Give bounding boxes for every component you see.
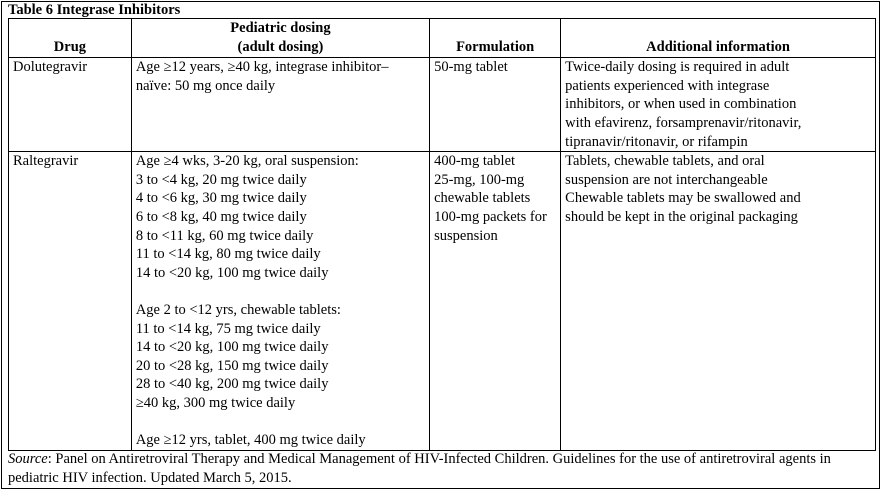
dosing-cell-line: 11 to <14 kg, 75 mg twice daily xyxy=(135,320,321,337)
info-cell-line: tipranavir/ritonavir, or rifampin xyxy=(565,133,748,150)
dosing-cell-line: 6 to <8 kg, 40 mg twice daily xyxy=(135,208,307,225)
dosing-cell-line: 14 to <20 kg, 100 mg twice daily xyxy=(135,264,329,281)
info-cell-line: Tablets, chewable tablets, and oral xyxy=(565,153,765,170)
drug-name: Raltegravir xyxy=(13,153,79,170)
header-row xyxy=(9,19,876,58)
dosing-cell-line: 28 to <40 kg, 200 mg twice daily xyxy=(135,376,329,393)
dosing-cell xyxy=(131,152,429,451)
dosing-cell xyxy=(131,58,429,152)
dosing-cell-line: Age ≥4 wks, 3-20 kg, oral suspension: xyxy=(135,153,359,170)
formulation-cell-line: chewable tablets xyxy=(434,190,531,207)
source-note xyxy=(8,450,874,487)
info-cell-line: inhibitors, or when used in combination xyxy=(565,96,797,113)
formulation-cell-line: 400-mg tablet xyxy=(434,153,516,170)
source-label: Source xyxy=(8,451,48,467)
dosing-cell-line: naïve: 50 mg once daily xyxy=(135,77,276,94)
info-cell xyxy=(561,58,876,152)
dosing-cell-line: ≥40 kg, 300 mg twice daily xyxy=(135,394,296,411)
dosing-cell-line xyxy=(136,412,425,431)
drug-cell xyxy=(9,152,132,451)
formulation-cell-line: 50-mg tablet xyxy=(434,59,508,76)
info-cell-line: suspension are not interchangeable xyxy=(565,171,768,188)
drug-cell xyxy=(9,58,132,152)
drug-name: Dolutegravir xyxy=(13,59,88,76)
header-additional-info: Additional information xyxy=(561,19,876,58)
info-cell xyxy=(561,152,876,451)
dosing-cell-line: 4 to <6 kg, 30 mg twice daily xyxy=(135,190,307,207)
header-pediatric-dosing: Pediatric dosing (adult dosing) xyxy=(131,19,429,58)
info-cell-line: Chewable tablets may be swallowed and xyxy=(565,190,801,207)
dosing-cell-line: 8 to <11 kg, 60 mg twice daily xyxy=(135,227,314,244)
dosing-cell-line: 11 to <14 kg, 80 mg twice daily xyxy=(135,246,321,263)
source-text: : Panel on Antiretroviral Therapy and Medical Management of HIV-Infected Children. Guidelines for the use of antiretroviral agents in pediatric HIV infection. Updated March 5, 2015. xyxy=(8,451,831,486)
info-cell-line: with efavirenz, forsamprenavir/ritonavir, xyxy=(565,114,802,131)
info-cell-line: patients experienced with integrase xyxy=(565,77,770,94)
dosing-cell-line: 3 to <4 kg, 20 mg twice daily xyxy=(135,171,307,188)
formulation-cell-line: 25-mg, 100-mg xyxy=(434,171,525,188)
info-cell-line: Twice-daily dosing is required in adult xyxy=(565,59,790,76)
dosing-cell-line xyxy=(136,282,425,301)
table-title: Table 6 Integrase Inhibitors xyxy=(8,2,181,18)
table-row xyxy=(9,152,876,451)
info-cell-line: should be kept in the original packaging xyxy=(565,208,798,225)
header-formulation: Formulation xyxy=(430,19,561,58)
dosing-cell-line: Age ≥12 years, ≥40 kg, integrase inhibitor– xyxy=(135,59,389,76)
formulation-cell xyxy=(430,58,561,152)
formulation-cell-line: suspension xyxy=(434,227,498,244)
dosing-cell-line: Age ≥12 yrs, tablet, 400 mg twice daily xyxy=(135,432,366,449)
integrase-inhibitors-table xyxy=(8,18,876,451)
header-drug: Drug xyxy=(9,19,132,58)
dosing-cell-line: Age 2 to <12 yrs, chewable tablets: xyxy=(135,301,341,318)
dosing-cell-line: 14 to <20 kg, 100 mg twice daily xyxy=(135,339,329,356)
dosing-cell-line: 20 to <28 kg, 150 mg twice daily xyxy=(135,357,329,374)
table-frame xyxy=(1,1,880,489)
table-row xyxy=(9,58,876,152)
formulation-cell-line: 100-mg packets for xyxy=(434,208,547,225)
formulation-cell xyxy=(430,152,561,451)
